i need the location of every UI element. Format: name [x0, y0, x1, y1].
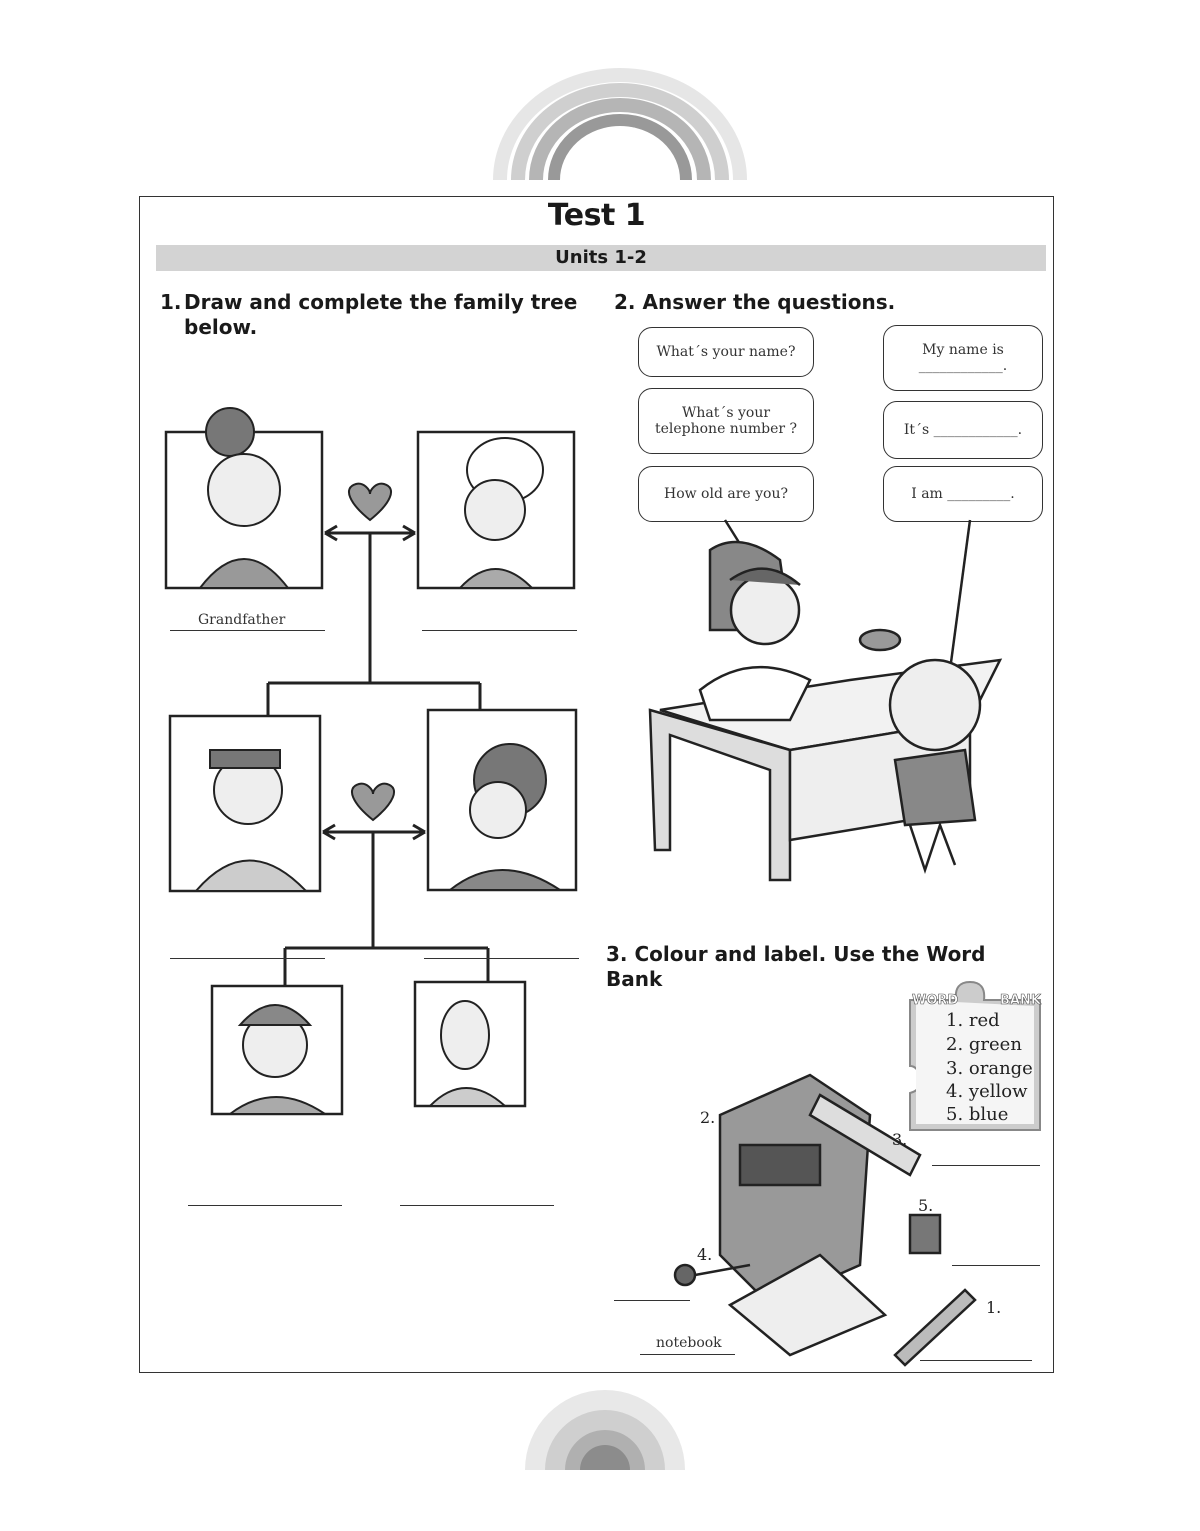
- item-number-2: 2.: [700, 1108, 716, 1127]
- item-number-3: 3.: [892, 1130, 908, 1149]
- label-line-item-5[interactable]: [952, 1265, 1040, 1266]
- label-line-grandfather: [170, 630, 325, 631]
- section-2-title: Answer the questions.: [642, 290, 896, 314]
- sharpener: [910, 1215, 940, 1253]
- answer-bubble-age[interactable]: I am _________.: [883, 466, 1043, 522]
- family-tree-illustration: [160, 400, 590, 1140]
- word-bank-item-red: 1. red: [946, 1010, 1000, 1031]
- glue-stick: [675, 1265, 695, 1285]
- item-number-4: 4.: [697, 1245, 713, 1264]
- section-2-heading: [614, 290, 1034, 315]
- label-line-grandmother[interactable]: [422, 630, 577, 631]
- heart-icon: [349, 484, 391, 520]
- rainbow-decoration-bottom: [520, 1385, 690, 1475]
- item-number-5: 5.: [918, 1196, 934, 1215]
- question-bubble-age: How old are you?: [638, 466, 814, 522]
- rainbow-decoration-top: [480, 70, 760, 180]
- section-1-heading: [160, 290, 580, 340]
- label-line-son[interactable]: [188, 1205, 342, 1206]
- label-line-mother[interactable]: [424, 958, 579, 959]
- answer-bubble-name[interactable]: My name is ____________.: [883, 325, 1043, 391]
- units-bar: Units 1-2: [156, 245, 1046, 271]
- section-3-title: Colour and label. Use the Word Bank: [606, 942, 986, 991]
- heart-icon: [352, 784, 394, 820]
- question-bubble-telephone: What´s your telephone number ?: [638, 388, 814, 454]
- pencil: [895, 1290, 975, 1365]
- section-2-number: 2.: [614, 290, 636, 314]
- label-line-father[interactable]: [170, 958, 325, 959]
- word-bank-title-left: WORD: [912, 993, 959, 1008]
- word-bank-item-green: 2. green: [946, 1034, 1022, 1055]
- label-notebook: notebook: [656, 1335, 722, 1351]
- question-bubble-name: What´s your name?: [638, 327, 814, 377]
- school-objects-illustration: [670, 1075, 990, 1365]
- answer-bubble-telephone[interactable]: It´s ____________.: [883, 401, 1043, 459]
- label-line-item-3[interactable]: [932, 1165, 1040, 1166]
- item-number-1: 1.: [986, 1298, 1002, 1317]
- word-bank-item-blue: 5. blue: [946, 1104, 1009, 1125]
- teacher-and-boy-illustration: [640, 520, 1010, 910]
- label-line-notebook: [640, 1354, 735, 1355]
- label-line-item-4[interactable]: [614, 1300, 690, 1301]
- label-line-item-1[interactable]: [920, 1360, 1032, 1361]
- label-line-daughter[interactable]: [400, 1205, 554, 1206]
- section-1-number: 1.: [160, 290, 182, 314]
- word-bank-item-yellow: 4. yellow: [946, 1081, 1028, 1102]
- section-3-number: 3.: [606, 942, 628, 966]
- label-grandfather: Grandfather: [198, 612, 286, 628]
- word-bank-item-orange: 3. orange: [946, 1058, 1033, 1079]
- page-title: Test 1: [547, 198, 646, 233]
- word-bank-title-right: BANK: [1000, 993, 1041, 1008]
- section-1-title: Draw and complete the family tree below.: [184, 290, 578, 339]
